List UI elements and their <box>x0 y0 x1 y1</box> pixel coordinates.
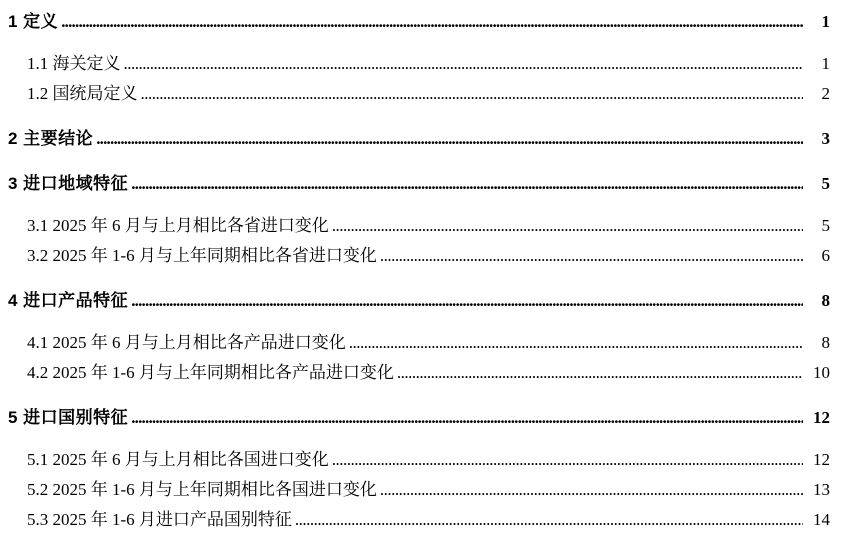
toc-entry-page-number: 14 <box>813 510 830 529</box>
dot-leader <box>380 247 803 265</box>
toc-entry-label: 3.2 2025 年 1-6 月与上年同期相比各省进口变化 <box>27 246 377 265</box>
toc-entry[interactable] <box>27 364 830 382</box>
toc-entry[interactable] <box>8 13 830 31</box>
toc-entry-label: 5.3 2025 年 1-6 月进口产品国别特征 <box>27 510 292 529</box>
toc-entry[interactable] <box>27 55 830 73</box>
dot-leader <box>332 451 803 469</box>
toc-entry[interactable] <box>27 247 830 265</box>
toc-entry-label: 5.1 2025 年 6 月与上月相比各国进口变化 <box>27 450 329 469</box>
toc-entry-page-number: 1 <box>821 54 830 73</box>
toc-entry[interactable] <box>27 451 830 469</box>
dot-leader <box>131 409 803 427</box>
toc-entry[interactable] <box>27 511 830 529</box>
toc-entry-label: 5.2 2025 年 1-6 月与上年同期相比各国进口变化 <box>27 480 377 499</box>
toc-entry[interactable] <box>27 217 830 235</box>
toc-entry[interactable] <box>27 85 830 103</box>
toc-entry-page-number: 5 <box>821 216 830 235</box>
toc-entry-page-number: 12 <box>813 408 830 427</box>
toc-entry-page-number: 12 <box>813 450 830 469</box>
toc-entry[interactable] <box>27 334 830 352</box>
dot-leader <box>61 13 803 31</box>
dot-leader <box>380 481 803 499</box>
toc-entry-label: 3 进口地域特征 <box>8 174 129 193</box>
toc-entry-label: 5 进口国别特征 <box>8 408 129 427</box>
toc-entry-label: 1.2 国统局定义 <box>27 84 138 103</box>
dot-leader <box>131 175 803 193</box>
toc-entry-label: 2 主要结论 <box>8 129 94 148</box>
toc-entry[interactable] <box>27 481 830 499</box>
toc-entry[interactable] <box>8 409 830 427</box>
dot-leader <box>397 364 803 382</box>
dot-leader <box>295 511 803 529</box>
toc-entry[interactable] <box>8 292 830 310</box>
dot-leader <box>332 217 803 235</box>
toc-entry-page-number: 1 <box>821 12 830 31</box>
toc-entry-label: 4.2 2025 年 1-6 月与上年同期相比各产品进口变化 <box>27 363 394 382</box>
toc-entry-label: 1.1 海关定义 <box>27 54 121 73</box>
toc-entry-label: 4.1 2025 年 6 月与上月相比各产品进口变化 <box>27 333 346 352</box>
toc-entry-label: 3.1 2025 年 6 月与上月相比各省进口变化 <box>27 216 329 235</box>
table-of-contents <box>8 13 830 529</box>
toc-entry-page-number: 6 <box>821 246 830 265</box>
dot-leader <box>141 85 804 103</box>
dot-leader <box>96 130 803 148</box>
toc-entry-page-number: 8 <box>821 333 830 352</box>
toc-entry-label: 4 进口产品特征 <box>8 291 129 310</box>
toc-entry[interactable] <box>8 175 830 193</box>
toc-entry-page-number: 3 <box>821 129 830 148</box>
toc-entry-page-number: 8 <box>821 291 830 310</box>
toc-entry-page-number: 10 <box>813 363 830 382</box>
toc-entry-page-number: 2 <box>821 84 830 103</box>
toc-entry-label: 1 定义 <box>8 12 59 31</box>
dot-leader <box>349 334 803 352</box>
dot-leader <box>131 292 803 310</box>
toc-entry-page-number: 5 <box>821 174 830 193</box>
toc-entry[interactable] <box>8 130 830 148</box>
dot-leader <box>124 55 804 73</box>
toc-entry-page-number: 13 <box>813 480 830 499</box>
